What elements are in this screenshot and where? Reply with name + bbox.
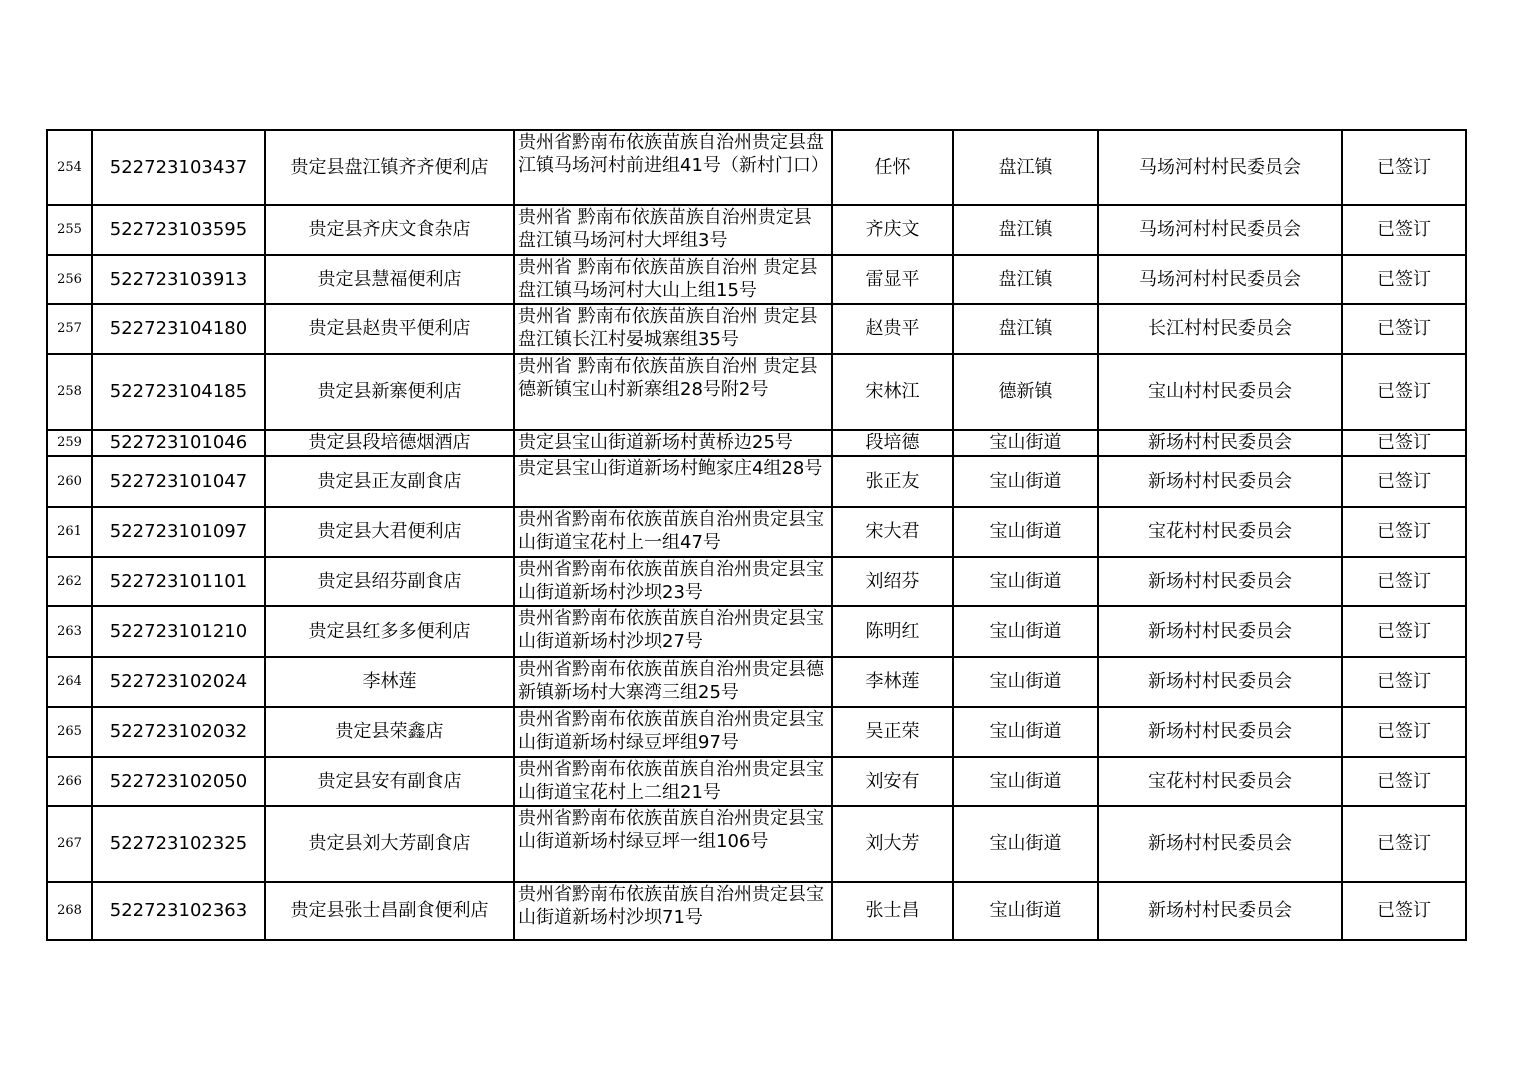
cell-operator-name: 宋大君 xyxy=(832,507,953,557)
cell-license-code: 522723104180 xyxy=(92,304,265,354)
cell-sign-status: 已签订 xyxy=(1342,354,1466,430)
table-row xyxy=(47,507,1466,557)
cell-store-name: 贵定县刘大芳副食店 xyxy=(265,806,514,882)
cell-operator-name: 刘大芳 xyxy=(832,806,953,882)
cell-town: 宝山街道 xyxy=(953,606,1098,657)
cell-store-name: 李林莲 xyxy=(265,657,514,707)
table-row xyxy=(47,255,1466,304)
table-row xyxy=(47,205,1466,255)
cell-sequence-number: 262 xyxy=(47,557,92,606)
cell-store-name: 贵定县张士昌副食便利店 xyxy=(265,882,514,940)
cell-store-name: 贵定县荣鑫店 xyxy=(265,707,514,757)
cell-store-name: 贵定县大君便利店 xyxy=(265,507,514,557)
cell-sign-status: 已签订 xyxy=(1342,757,1466,806)
cell-license-code: 522723101210 xyxy=(92,606,265,657)
cell-address: 贵定县宝山街道新场村黄桥边25号 xyxy=(514,430,832,456)
cell-license-code: 522723102050 xyxy=(92,757,265,806)
cell-operator-name: 任怀 xyxy=(832,130,953,205)
cell-village-committee: 宝花村村民委员会 xyxy=(1098,507,1342,557)
cell-sign-status: 已签订 xyxy=(1342,255,1466,304)
cell-village-committee: 新场村村民委员会 xyxy=(1098,456,1342,507)
cell-operator-name: 段培德 xyxy=(832,430,953,456)
cell-license-code: 522723102032 xyxy=(92,707,265,757)
table-row xyxy=(47,882,1466,940)
cell-town: 宝山街道 xyxy=(953,456,1098,507)
cell-store-name: 贵定县正友副食店 xyxy=(265,456,514,507)
cell-sign-status: 已签订 xyxy=(1342,430,1466,456)
cell-store-name: 贵定县慧福便利店 xyxy=(265,255,514,304)
table-row xyxy=(47,806,1466,882)
cell-sign-status: 已签订 xyxy=(1342,707,1466,757)
cell-sign-status: 已签订 xyxy=(1342,205,1466,255)
cell-town: 宝山街道 xyxy=(953,507,1098,557)
cell-village-committee: 新场村村民委员会 xyxy=(1098,882,1342,940)
cell-town: 宝山街道 xyxy=(953,757,1098,806)
cell-town: 盘江镇 xyxy=(953,304,1098,354)
cell-town: 宝山街道 xyxy=(953,430,1098,456)
table-body xyxy=(47,130,1466,940)
cell-sequence-number: 256 xyxy=(47,255,92,304)
cell-operator-name: 吴正荣 xyxy=(832,707,953,757)
cell-sign-status: 已签订 xyxy=(1342,557,1466,606)
cell-sequence-number: 266 xyxy=(47,757,92,806)
cell-sequence-number: 263 xyxy=(47,606,92,657)
cell-address: 贵州省 黔南布依族苗族自治州 贵定县盘江镇长江村晏城寨组35号 xyxy=(514,304,832,354)
cell-store-name: 贵定县盘江镇齐齐便利店 xyxy=(265,130,514,205)
cell-village-committee: 新场村村民委员会 xyxy=(1098,707,1342,757)
cell-sequence-number: 261 xyxy=(47,507,92,557)
cell-village-committee: 马场河村村民委员会 xyxy=(1098,130,1342,205)
cell-village-committee: 马场河村村民委员会 xyxy=(1098,205,1342,255)
cell-sign-status: 已签订 xyxy=(1342,456,1466,507)
cell-store-name: 贵定县红多多便利店 xyxy=(265,606,514,657)
cell-address: 贵州省黔南布依族苗族自治州贵定县宝山街道新场村沙坝23号 xyxy=(514,557,832,606)
cell-sign-status: 已签订 xyxy=(1342,657,1466,707)
cell-store-name: 贵定县段培德烟酒店 xyxy=(265,430,514,456)
cell-store-name: 贵定县安有副食店 xyxy=(265,757,514,806)
cell-address: 贵州省黔南布依族苗族自治州贵定县德新镇新场村大寨湾三组25号 xyxy=(514,657,832,707)
table-row xyxy=(47,304,1466,354)
cell-village-committee: 宝花村村民委员会 xyxy=(1098,757,1342,806)
cell-sequence-number: 264 xyxy=(47,657,92,707)
cell-address: 贵州省黔南布依族苗族自治州贵定县宝山街道宝花村上一组47号 xyxy=(514,507,832,557)
cell-sign-status: 已签订 xyxy=(1342,304,1466,354)
cell-license-code: 522723101101 xyxy=(92,557,265,606)
cell-town: 德新镇 xyxy=(953,354,1098,430)
cell-address: 贵州省 黔南布依族苗族自治州贵定县盘江镇马场河村大坪组3号 xyxy=(514,205,832,255)
cell-operator-name: 齐庆文 xyxy=(832,205,953,255)
cell-sequence-number: 259 xyxy=(47,430,92,456)
cell-village-committee: 马场河村村民委员会 xyxy=(1098,255,1342,304)
table-row xyxy=(47,130,1466,205)
cell-town: 宝山街道 xyxy=(953,707,1098,757)
cell-sequence-number: 268 xyxy=(47,882,92,940)
cell-village-committee: 长江村村民委员会 xyxy=(1098,304,1342,354)
cell-address: 贵州省黔南布依族苗族自治州贵定县盘江镇马场河村前进组41号（新村门口） xyxy=(514,130,832,205)
cell-address: 贵州省 黔南布依族苗族自治州 贵定县德新镇宝山村新寨组28号附2号 xyxy=(514,354,832,430)
cell-address: 贵州省黔南布依族苗族自治州贵定县宝山街道新场村绿豆坪一组106号 xyxy=(514,806,832,882)
cell-store-name: 贵定县绍芬副食店 xyxy=(265,557,514,606)
cell-license-code: 522723102363 xyxy=(92,882,265,940)
cell-village-committee: 新场村村民委员会 xyxy=(1098,430,1342,456)
cell-license-code: 522723103595 xyxy=(92,205,265,255)
cell-town: 盘江镇 xyxy=(953,205,1098,255)
table-row xyxy=(47,557,1466,606)
cell-town: 盘江镇 xyxy=(953,130,1098,205)
cell-operator-name: 李林莲 xyxy=(832,657,953,707)
cell-sequence-number: 257 xyxy=(47,304,92,354)
table-row xyxy=(47,606,1466,657)
cell-village-committee: 新场村村民委员会 xyxy=(1098,557,1342,606)
cell-address: 贵州省黔南布依族苗族自治州贵定县宝山街道新场村沙坝27号 xyxy=(514,606,832,657)
cell-sign-status: 已签订 xyxy=(1342,606,1466,657)
cell-operator-name: 刘绍芬 xyxy=(832,557,953,606)
cell-village-committee: 新场村村民委员会 xyxy=(1098,657,1342,707)
cell-address: 贵州省黔南布依族苗族自治州贵定县宝山街道新场村绿豆坪组97号 xyxy=(514,707,832,757)
cell-sequence-number: 255 xyxy=(47,205,92,255)
table-row xyxy=(47,657,1466,707)
cell-store-name: 贵定县新寨便利店 xyxy=(265,354,514,430)
cell-village-committee: 新场村村民委员会 xyxy=(1098,606,1342,657)
table-row xyxy=(47,430,1466,456)
cell-sign-status: 已签订 xyxy=(1342,806,1466,882)
cell-license-code: 522723101046 xyxy=(92,430,265,456)
cell-sequence-number: 267 xyxy=(47,806,92,882)
cell-operator-name: 宋林江 xyxy=(832,354,953,430)
cell-sequence-number: 258 xyxy=(47,354,92,430)
table-row xyxy=(47,456,1466,507)
cell-operator-name: 雷显平 xyxy=(832,255,953,304)
cell-license-code: 522723104185 xyxy=(92,354,265,430)
table-row xyxy=(47,354,1466,430)
cell-license-code: 522723101097 xyxy=(92,507,265,557)
cell-sign-status: 已签订 xyxy=(1342,882,1466,940)
cell-license-code: 522723102024 xyxy=(92,657,265,707)
cell-operator-name: 张士昌 xyxy=(832,882,953,940)
cell-license-code: 522723102325 xyxy=(92,806,265,882)
cell-village-committee: 宝山村村民委员会 xyxy=(1098,354,1342,430)
cell-address: 贵州省 黔南布依族苗族自治州 贵定县盘江镇马场河村大山上组15号 xyxy=(514,255,832,304)
cell-store-name: 贵定县齐庆文食杂店 xyxy=(265,205,514,255)
cell-license-code: 522723101047 xyxy=(92,456,265,507)
cell-license-code: 522723103437 xyxy=(92,130,265,205)
cell-sign-status: 已签订 xyxy=(1342,130,1466,205)
cell-sequence-number: 260 xyxy=(47,456,92,507)
cell-town: 宝山街道 xyxy=(953,882,1098,940)
cell-operator-name: 张正友 xyxy=(832,456,953,507)
cell-town: 宝山街道 xyxy=(953,806,1098,882)
cell-sign-status: 已签订 xyxy=(1342,507,1466,557)
table-row xyxy=(47,707,1466,757)
cell-license-code: 522723103913 xyxy=(92,255,265,304)
cell-town: 宝山街道 xyxy=(953,657,1098,707)
cell-address: 贵定县宝山街道新场村鲍家庄4组28号 xyxy=(514,456,832,507)
cell-store-name: 贵定县赵贵平便利店 xyxy=(265,304,514,354)
cell-operator-name: 刘安有 xyxy=(832,757,953,806)
cell-sequence-number: 254 xyxy=(47,130,92,205)
cell-town: 宝山街道 xyxy=(953,557,1098,606)
store-contract-table xyxy=(46,129,1467,941)
table-row xyxy=(47,757,1466,806)
cell-village-committee: 新场村村民委员会 xyxy=(1098,806,1342,882)
cell-address: 贵州省黔南布依族苗族自治州贵定县宝山街道宝花村上二组21号 xyxy=(514,757,832,806)
cell-operator-name: 陈明红 xyxy=(832,606,953,657)
cell-sequence-number: 265 xyxy=(47,707,92,757)
cell-town: 盘江镇 xyxy=(953,255,1098,304)
cell-address: 贵州省黔南布依族苗族自治州贵定县宝山街道新场村沙坝71号 xyxy=(514,882,832,940)
cell-operator-name: 赵贵平 xyxy=(832,304,953,354)
